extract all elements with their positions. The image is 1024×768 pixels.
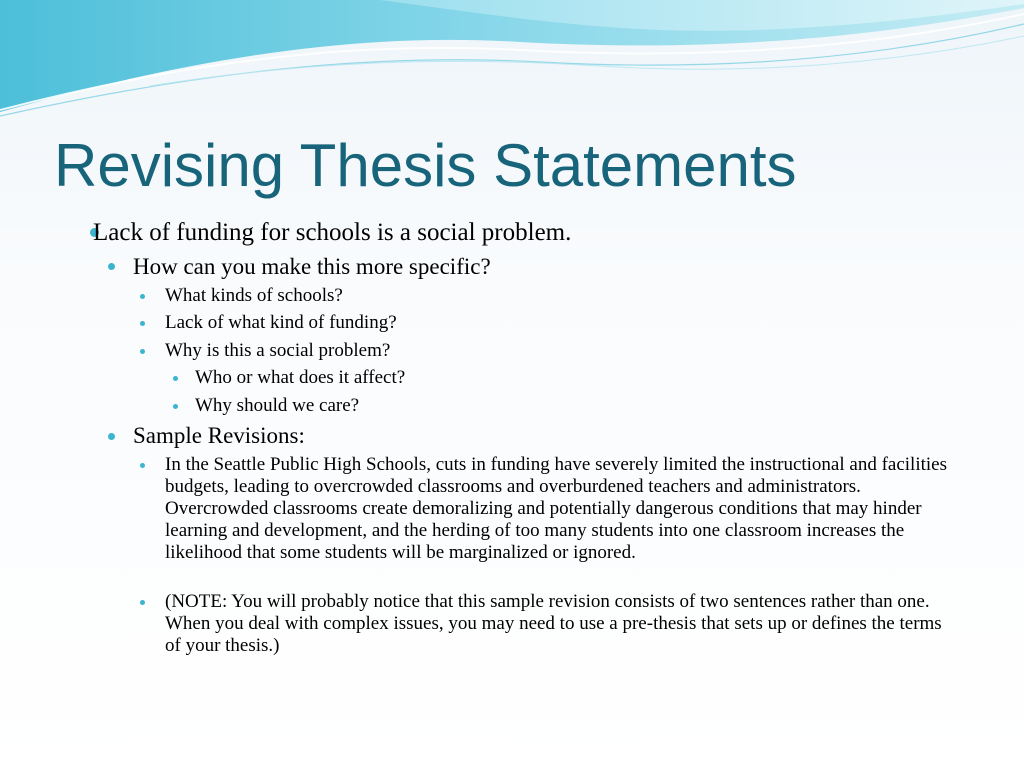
bullet-dot	[140, 349, 145, 354]
bullet-item: Why should we care?	[195, 395, 360, 416]
bullet-dot	[140, 321, 145, 326]
slide-title: Revising Thesis Statements	[54, 132, 797, 199]
bullet-item: What kinds of schools?	[165, 285, 343, 306]
bullet-item: (NOTE: You will probably notice that this sample revision consists of two sentences rather than one. When you deal with complex issues, you may need to use a pre-thesis that sets up or defines the terms of your thesis.)	[165, 591, 942, 656]
bullet-item: Lack of what kind of funding?	[165, 312, 397, 333]
bullet-dot	[173, 376, 178, 381]
bullet-item: How can you make this more specific?	[133, 254, 491, 279]
bullet-dot	[173, 404, 178, 409]
bullet-item: Who or what does it affect?	[195, 367, 406, 388]
bullet-dot	[108, 263, 115, 270]
bullet-dot	[108, 433, 115, 440]
bullet-dot	[140, 294, 145, 299]
bullet-item: In the Seattle Public High Schools, cuts in funding have severely limited the instructional and facilities budgets, leading to overcrowded classrooms and overburdened teachers and administrators. Overcrowded classrooms create demoralizing and potentially dangerous conditions that may hinder learning and development, and the herding of too many students into one classroom increases the likelihood that some students will be marginalized or ignored.	[165, 454, 947, 563]
bullet-dot	[140, 463, 145, 468]
bullet-item: Sample Revisions:	[133, 423, 305, 448]
bullet-dot	[140, 600, 145, 605]
bullet-item: Lack of funding for schools is a social problem.	[93, 219, 572, 246]
bullet-item: Why is this a social problem?	[165, 340, 391, 361]
